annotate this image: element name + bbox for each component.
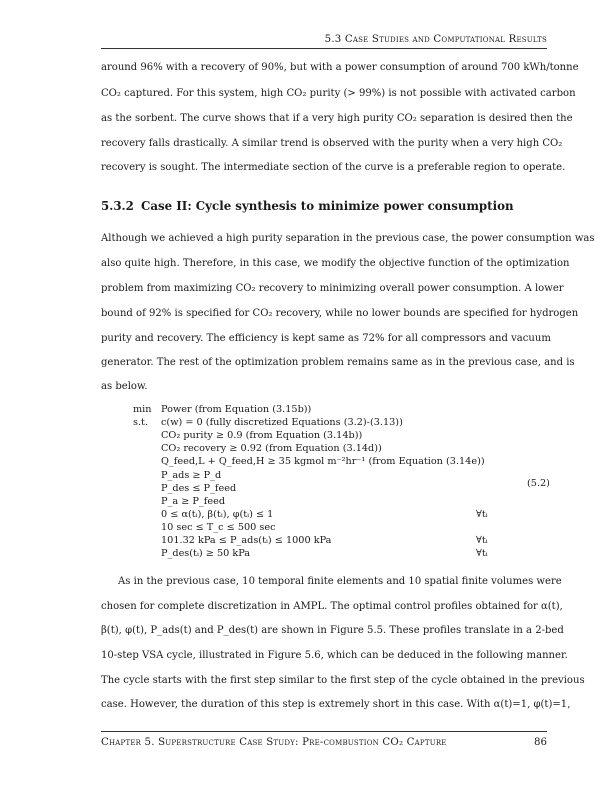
equation-text: P_ads ≥ P_d bbox=[161, 470, 222, 481]
page-number: 86 bbox=[534, 737, 547, 748]
text-line: problem from maximizing CO₂ recovery to minimizing overall power consumption. A lower bbox=[101, 283, 564, 294]
section-number: 5.3.2 bbox=[101, 199, 134, 213]
text-line: Although we achieved a high purity separation in the previous case, the power consumption was bbox=[101, 233, 595, 244]
header-rule bbox=[101, 48, 547, 49]
equation-text: Q_feed,L + Q_feed,H ≥ 35 kgmol m⁻²hr⁻¹ (from Equation (3.14e)) bbox=[161, 456, 485, 467]
forall-quantifier: ∀tᵢ bbox=[476, 548, 488, 559]
constraint-keyword: s.t. bbox=[133, 417, 149, 428]
equation-text: P_a ≥ P_feed bbox=[161, 496, 226, 507]
objective-keyword: min bbox=[133, 404, 152, 415]
text-line: as below. bbox=[101, 381, 148, 392]
running-head: 5.3 Case Studies and Computational Results bbox=[324, 34, 547, 45]
equation-text: c(w) = 0 (fully discretized Equations (3.2)-(3.13)) bbox=[161, 417, 403, 428]
equation-text: 101.32 kPa ≤ P_ads(tᵢ) ≤ 1000 kPa bbox=[161, 535, 332, 546]
text-line: bound of 92% is specified for CO₂ recovery, while no lower bounds are specified for hydrogen bbox=[101, 308, 579, 319]
text-line: recovery falls drastically. A similar trend is observed with the purity when a very high CO₂ bbox=[101, 138, 563, 149]
text-line: also quite high. Therefore, in this case, we modify the objective function of the optimization bbox=[101, 258, 570, 269]
running-foot: Chapter 5. Superstructure Case Study: Pre-combustion CO₂ Capture bbox=[101, 737, 447, 748]
text-line: purity and recovery. The efficiency is kept same as 72% for all compressors and vacuum bbox=[101, 333, 551, 344]
text-line: generator. The rest of the optimization problem remains same as in the previous case, and is bbox=[101, 357, 575, 368]
equation-text: P_des ≤ P_feed bbox=[161, 483, 237, 494]
text-line: As in the previous case, 10 temporal finite elements and 10 spatial finite volumes were bbox=[118, 576, 562, 587]
text-line: recovery is sought. The intermediate section of the curve is a preferable region to operate. bbox=[101, 162, 566, 173]
equation-text: P_des(tᵢ) ≥ 50 kPa bbox=[161, 548, 251, 559]
text-line: case. However, the duration of this step is extremely short in this case. With α(t)=1, φ(t)=1, bbox=[101, 699, 571, 710]
equation-text: CO₂ recovery ≥ 0.92 (from Equation (3.14d)) bbox=[161, 443, 382, 454]
text-line: The cycle starts with the first step similar to the first step of the cycle obtained in the previous bbox=[101, 675, 585, 686]
equation-text: 0 ≤ α(tᵢ), β(tᵢ), φ(tᵢ) ≤ 1 bbox=[161, 509, 274, 520]
equation-text: CO₂ purity ≥ 0.9 (from Equation (3.14b)) bbox=[161, 430, 363, 441]
section-title: Case II: Cycle synthesis to minimize power consumption bbox=[141, 199, 514, 213]
text-line: chosen for complete discretization in AMPL. The optimal control profiles obtained for α(t), bbox=[101, 601, 563, 612]
forall-quantifier: ∀tᵢ bbox=[476, 509, 488, 520]
equation-number: (5.2) bbox=[527, 478, 550, 489]
equation-text: Power (from Equation (3.15b)) bbox=[161, 404, 312, 415]
text-line: 10-step VSA cycle, illustrated in Figure 5.6, which can be deduced in the following manner. bbox=[101, 650, 568, 661]
text-line: as the sorbent. The curve shows that if a very high purity CO₂ separation is desired then the bbox=[101, 113, 573, 124]
footer-rule bbox=[101, 731, 547, 732]
equation-text: 10 sec ≤ T_c ≤ 500 sec bbox=[161, 522, 276, 533]
section-heading bbox=[101, 199, 514, 213]
text-line: around 96% with a recovery of 90%, but with a power consumption of around 700 kWh/tonne bbox=[101, 62, 579, 73]
forall-quantifier: ∀tᵢ bbox=[476, 535, 488, 546]
text-line: CO₂ captured. For this system, high CO₂ purity (> 99%) is not possible with activated carbon bbox=[101, 88, 576, 99]
text-line: β(t), φ(t), P_ads(t) and P_des(t) are shown in Figure 5.5. These profiles translate in a 2-bed bbox=[101, 625, 564, 636]
